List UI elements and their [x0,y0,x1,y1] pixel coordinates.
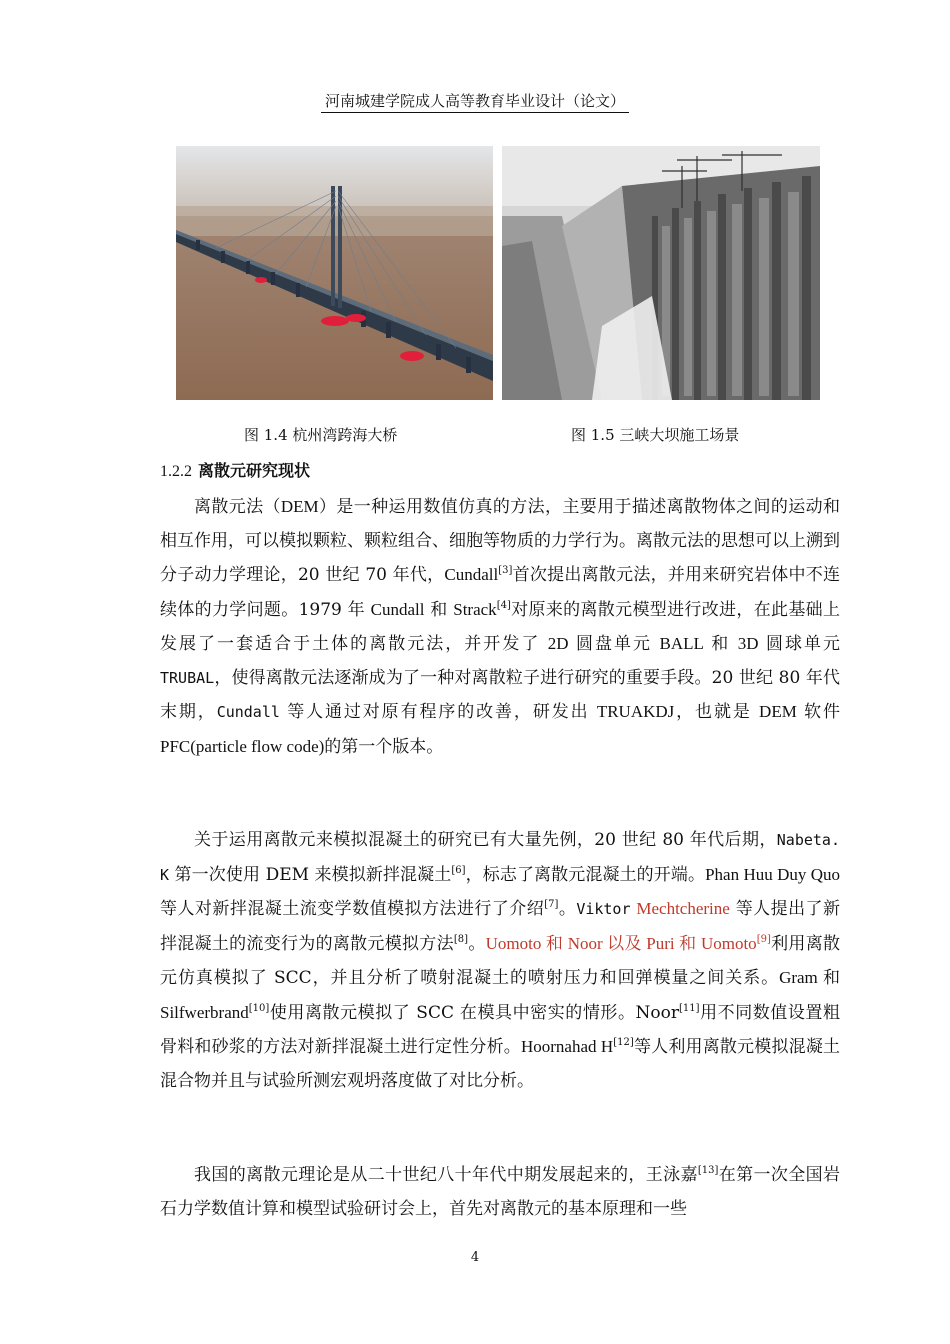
header-title: 河南城建学院成人高等教育毕业设计（论文） [321,92,629,113]
p1-text: ，使得离散元法逐渐成为了一种对离散粒子进行研究的重要手段。20 世纪 80 年代末期， [160,667,840,722]
p1-text: 圆盘单元 [568,634,660,654]
p1-text: TRUAKDJ [596,702,675,721]
figure-dam-photo [502,146,820,400]
p2-text: 。 [558,899,577,919]
p1-text: DEM [280,497,319,516]
p2-text: 等人对新拌混凝土流变学数值模拟方法进行了介绍 [160,899,545,919]
p1-text: 的第一个版本。 [324,736,444,757]
p3-text: 在第一次全国岩石力学数值计算和模型试验研讨会上，首先对离散元的基本原理和一些 [160,1165,841,1219]
p1-text: 首次提出离散元法，并用来研究岩体中不连续体的力学问题。1979 年 [160,565,841,620]
section-number: 1.2.2 [160,463,192,480]
p2-text: 。 [468,933,486,954]
p1-text: 2D [547,634,569,653]
p2-text: 用不同数值设置粗骨料和砂浆的方法对新拌混凝土进行定性分析。 [160,1002,840,1057]
p2-text: Hoornahad H [520,1037,614,1056]
p1-text: ）是一种运用数值仿真的方法，主要用于描述离散物体之间的运动和相互作用，可以模拟颗粒、颗粒组合、细胞等物质的力学行为。离散元法的思想可以上溯到分子动力学理论，20 世纪 70 年代， [160,497,841,585]
p2-text-highlight: Uomoto 和 Noor 以及 Puri 和 Uomoto [485,933,757,953]
p2-text: 等人提出了新拌混凝土的流变行为的离散元模拟方法 [160,899,841,954]
p2-text: Gram 和 Silfwerbrand [160,968,840,1022]
p2-text: 利用离散元仿真模拟了 SCC，并且分析了喷射混凝土的喷射压力和回弹模量之间关系。 [160,933,841,988]
p1-text: TRUBAL [160,668,215,687]
figure-caption-1-5: 图 1.5 三峡大坝施工场景 [571,426,740,444]
citation: [13] [697,1165,719,1176]
page-number: 4 [470,1250,480,1265]
p1-text: 圆球单元 [758,634,841,654]
p1-text: 和 [424,599,454,620]
citation: [4] [496,599,511,611]
paragraph-3 [160,1159,840,1226]
paragraph-1 [160,490,840,764]
citation: [12] [613,1037,634,1048]
p2-text: Viktor [576,900,631,918]
p2-text: 第一次使用 DEM 来模拟新拌混凝土 [169,864,452,885]
p1-text: 3D [737,634,759,653]
p1-text: 离散元法（ [194,497,281,517]
p1-text: 对原来的离散元模型进行改进，在此基础上发展了一套适合于土体的离散元法，并开发了 [160,599,840,654]
citation: [9] [756,933,771,945]
p1-text: Cundall [444,565,499,584]
citation: [3] [498,565,513,576]
p2-text: 等人利用离散元模拟混凝土混合物并且与试验所测宏观坍落度做了对比分析。 [160,1037,841,1091]
paragraph-2 [160,824,840,1098]
figure-caption-1-4: 图 1.4 杭州湾跨海大桥 [244,426,398,444]
page-header [0,90,950,111]
p1-text: Cundall [370,599,425,619]
p1-text: Strack [453,599,497,619]
p1-text: ，也就是 [674,702,760,722]
citation: [8] [453,933,469,945]
p2-text: 使用离散元模拟了 SCC 在模具中密实的情形。Noor [269,1002,679,1023]
p1-text: Cundall [216,703,280,721]
bridge-photo-image [176,146,493,400]
p1-text: 等人通过对原有程序的改善，研发出 [279,702,597,722]
dam-photo-image [502,146,820,400]
p1-text: 和 [703,634,738,654]
p3-text: 我国的离散元理论是从二十世纪八十年代中期发展起来的，王泳嘉 [194,1165,698,1185]
citation: [7] [544,899,559,910]
p1-text: BALL [659,634,704,653]
p2-text-highlight: Mechtcherine [636,899,730,918]
p1-text: PFC(particle flow code) [160,736,325,756]
p2-text: 关于运用离散元来模拟混凝土的研究已有大量先例，20 世纪 80 年代后期， [194,830,777,850]
p2-text: ，标志了离散元混凝土的开端。 [465,864,706,885]
citation: [10] [248,1002,270,1014]
p2-text: Phan Huu Duy Quo [705,864,840,884]
p1-text: DEM [759,702,797,721]
section-title: 离散元研究现状 [198,461,311,480]
section-heading [160,458,310,481]
citation: [11] [678,1002,700,1014]
figure-bridge-photo [176,146,493,400]
p1-text: 软件 [796,702,841,722]
citation: [6] [451,864,466,876]
p2-text: Nabeta. K [160,831,840,884]
